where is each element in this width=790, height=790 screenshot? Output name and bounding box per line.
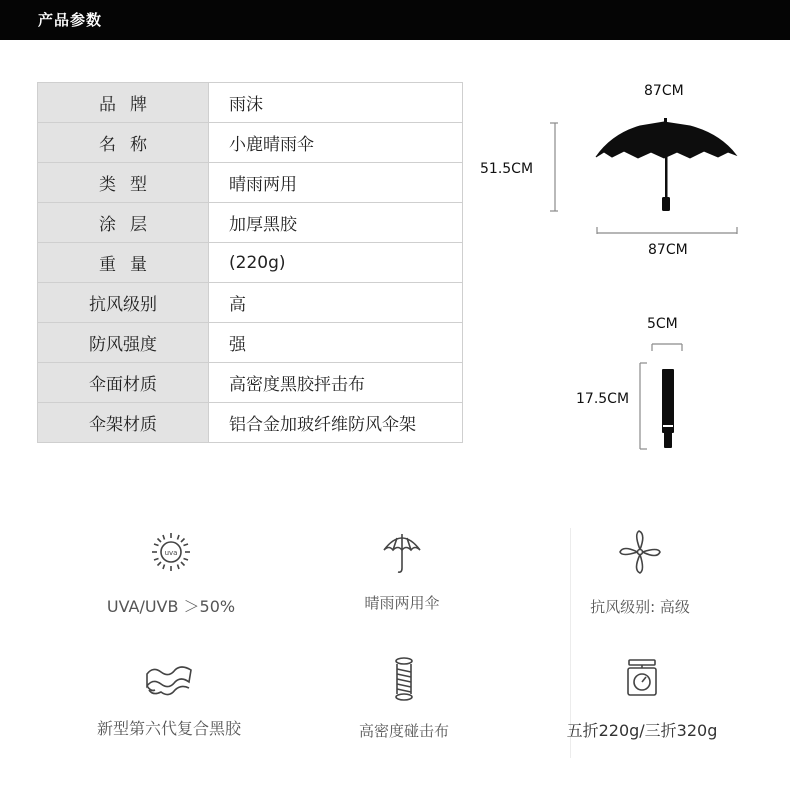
spec-key: 重量 — [38, 243, 209, 283]
uva-sun-icon — [149, 530, 193, 574]
open-umbrella-icon — [596, 118, 736, 211]
feature-coating — [69, 660, 269, 739]
spec-value: 高密度黑胶抨击布 — [209, 363, 463, 403]
spec-value: 强 — [209, 323, 463, 363]
feature-label: 新型第六代复合黑胶 — [96, 719, 241, 738]
weighing-scale-icon — [625, 658, 659, 698]
folded-umbrella-icon — [662, 369, 674, 448]
spec-key: 品牌 — [38, 83, 209, 123]
feature-label: 高密度碰击布 — [358, 722, 449, 740]
feature-weight — [542, 658, 742, 741]
spec-value: 晴雨两用 — [209, 163, 463, 203]
folded-length-label: 17.5CM — [576, 391, 630, 407]
open-width-bottom-label: 87CM — [648, 242, 688, 258]
spec-value: 加厚黑胶 — [209, 203, 463, 243]
folded-width-label: 5CM — [647, 316, 678, 332]
feature-label: 抗风级别: 高级 — [590, 598, 690, 616]
height-bracket — [550, 123, 558, 211]
spec-value: (220g) — [209, 243, 463, 283]
spec-value: 雨沫 — [209, 83, 463, 123]
spec-value: 高 — [209, 283, 463, 323]
spec-key: 防风强度 — [38, 323, 209, 363]
feature-uva — [71, 530, 271, 617]
spec-key: 类型 — [38, 163, 209, 203]
page-title: 产品参数 — [38, 11, 103, 29]
spec-key: 伞面材质 — [38, 363, 209, 403]
feature-label: 五折220g/三折320g — [566, 721, 718, 740]
spec-key: 抗风级别 — [38, 283, 209, 323]
fabric-layers-icon — [141, 660, 197, 700]
feature-wind — [540, 528, 740, 617]
open-width-top-label: 87CM — [644, 83, 684, 99]
folded-width-bracket — [652, 344, 682, 351]
feature-umbrella — [302, 530, 502, 613]
width-bracket — [597, 227, 737, 234]
umbrella-icon — [380, 530, 424, 576]
folded-length-bracket — [640, 363, 647, 449]
spec-value: 铝合金加玻纤维防风伞架 — [209, 403, 463, 443]
spec-key: 伞架材质 — [38, 403, 209, 443]
feature-label: UVA/UVB ＞50% — [106, 597, 236, 616]
feature-label: 晴雨两用伞 — [364, 594, 440, 612]
spec-key: 涂层 — [38, 203, 209, 243]
feature-fabric — [304, 656, 504, 741]
open-height-label: 51.5CM — [480, 161, 534, 177]
svg-text:uva: uva — [164, 549, 178, 557]
spec-key: 名称 — [38, 123, 209, 163]
windmill-icon — [616, 528, 664, 576]
spec-value: 小鹿晴雨伞 — [209, 123, 463, 163]
thread-spool-icon — [389, 656, 419, 702]
